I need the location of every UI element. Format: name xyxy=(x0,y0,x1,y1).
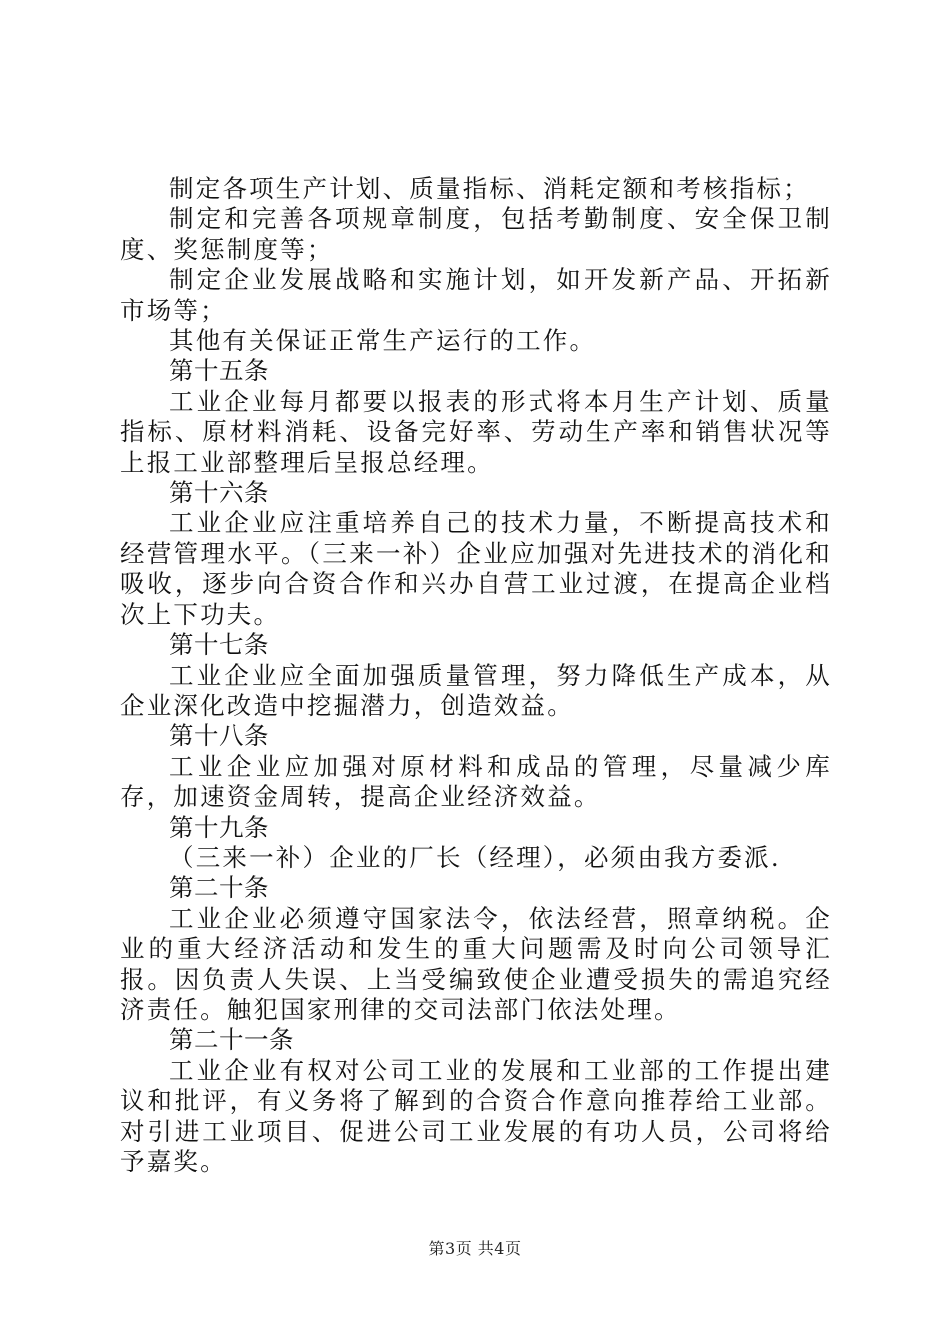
paragraph: 制定企业发展战略和实施计划，如开发新产品、开拓新市场等； xyxy=(120,265,832,325)
paragraph: 制定各项生产计划、质量指标、消耗定额和考核指标； xyxy=(169,174,810,203)
article-heading: 第十八条 xyxy=(169,721,269,751)
paragraph: 工业企业有权对公司工业的发展和工业部的工作提出建议和批评，有义务将了解到的合资合作意向推荐给工业部。对引进工业项目、促进公司工业发展的有功人员，公司将给予嘉奖。 xyxy=(120,1055,832,1176)
article-heading: 第二十条 xyxy=(169,873,269,903)
article-heading: 第十七条 xyxy=(169,630,269,660)
paragraph: （三来一补）企业的厂长（经理），必须由我方委派. xyxy=(169,842,781,872)
paragraph: 制定和完善各项规章制度，包括考勤制度、安全保卫制度、奖惩制度等； xyxy=(120,204,832,264)
paragraph: 工业企业应全面加强质量管理，努力降低生产成本，从企业深化改造中挖掘潜力，创造效益。 xyxy=(120,660,832,720)
article-heading: 第二十一条 xyxy=(169,1025,294,1055)
article-heading: 第十五条 xyxy=(169,356,269,386)
document-body xyxy=(120,174,832,1177)
page-number-footer: 第3页 共4页 xyxy=(428,1239,522,1258)
paragraph: 工业企业每月都要以报表的形式将本月生产计划、质量指标、原材料消耗、设备完好率、劳动生产率和销售状况等上报工业部整理后呈报总经理。 xyxy=(120,386,832,477)
paragraph: 工业企业必须遵守国家法令，依法经营，照章纳税。企业的重大经济活动和发生的重大问题需及时向公司领导汇报。因负责人失误、上当受编致使企业遭受损失的需追究经济责任。触犯国家刑律的交司法部门依法处理。 xyxy=(120,903,832,1024)
paragraph: 工业企业应加强对原材料和成品的管理，尽量减少库存，加速资金周转，提高企业经济效益。 xyxy=(120,751,832,812)
paragraph: 工业企业应注重培养自己的技术力量，不断提高技术和经营管理水平。（三来一补）企业应加强对先进技术的消化和吸收，逐步向合资合作和兴办自营工业过渡，在提高企业档次上下功夫。 xyxy=(120,508,832,629)
paragraph: 其他有关保证正常生产运行的工作。 xyxy=(169,326,597,356)
article-heading: 第十九条 xyxy=(169,812,269,842)
article-heading: 第十六条 xyxy=(169,478,269,508)
